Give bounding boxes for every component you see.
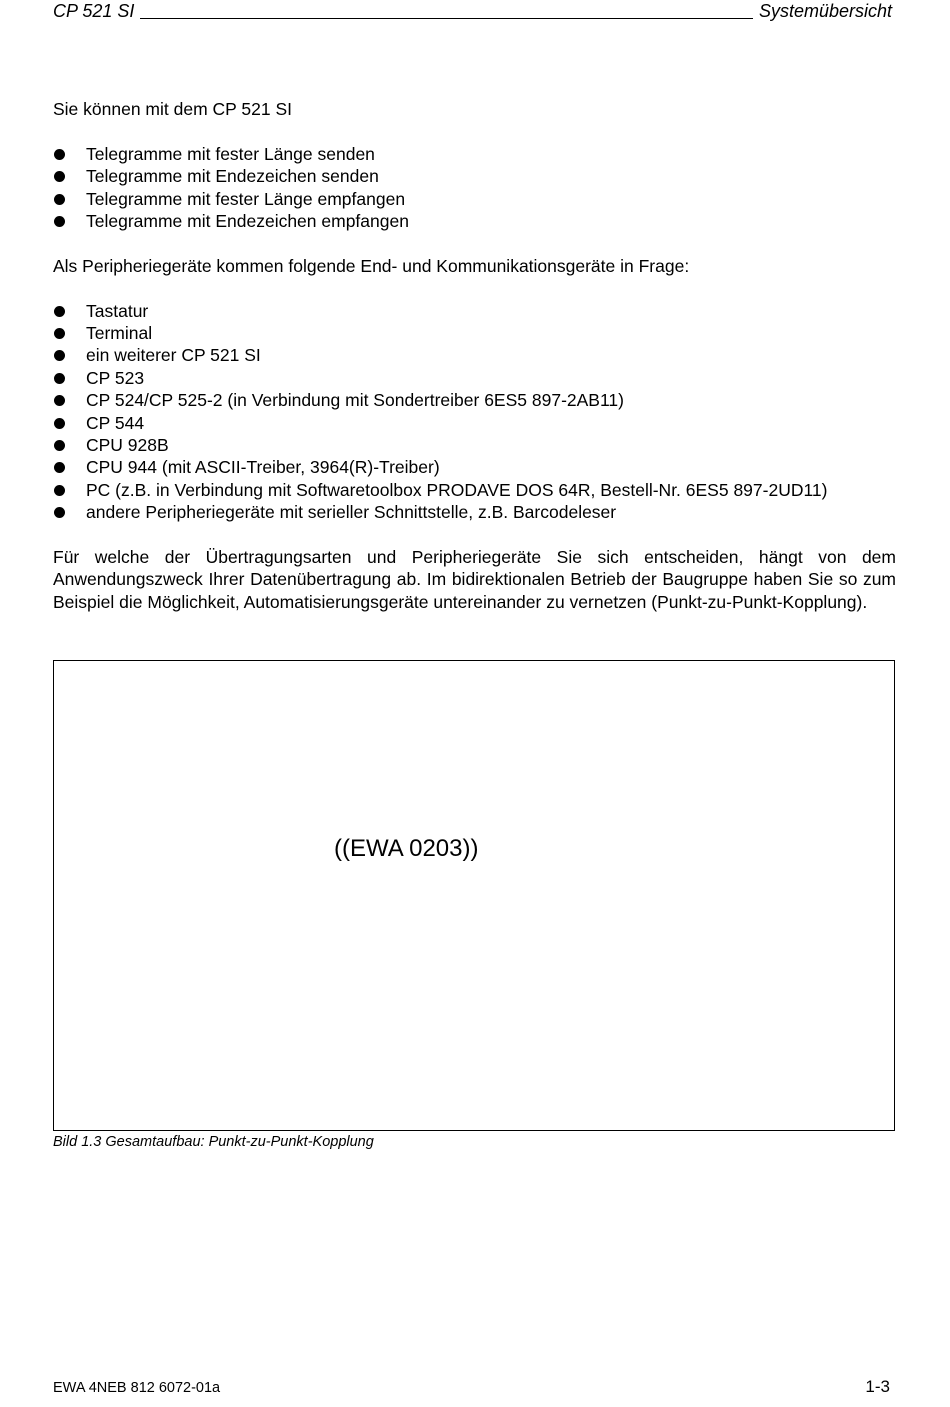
list-item: Telegramme mit Endezeichen empfangen (53, 210, 896, 232)
bullet-icon (54, 216, 65, 227)
list-item: andere Peripheriegeräte mit serieller Schnittstelle, z.B. Barcodeleser (53, 501, 896, 523)
list-item: Telegramme mit fester Länge empfangen (53, 188, 896, 210)
bullet-icon (54, 350, 65, 361)
header-right-title: Systemübersicht (758, 1, 892, 21)
list-item: ein weiterer CP 521 SI (53, 344, 896, 366)
header-left-title: CP 521 SI (53, 1, 135, 21)
list-item: Telegramme mit fester Länge senden (53, 143, 896, 165)
usage-paragraph: Für welche der Übertragungsarten und Peripheriegeräte Sie sich entscheiden, hängt von dem Anwendungszweck Ihrer Datenübertragung ab. Im bidirektionalen Betrieb der Baugruppe haben Sie so zum Beispiel die Möglichkeit, Automatisierungsgeräte untereinander zu vernetzen (Punkt-zu-Punkt-Kopplung). (53, 547, 896, 612)
bullet-icon (54, 440, 65, 451)
bullet-icon (54, 395, 65, 406)
list-item: Tastatur (53, 300, 896, 322)
list-item: Terminal (53, 322, 896, 344)
list-item: Telegramme mit Endezeichen senden (53, 165, 896, 187)
bullet-icon (54, 306, 65, 317)
bullet-icon (54, 462, 65, 473)
intro-paragraph: Sie können mit dem CP 521 SI (53, 99, 292, 119)
bullet-icon (54, 507, 65, 518)
bullet-icon (54, 373, 65, 384)
page-header (53, 0, 892, 22)
list-item: PC (z.B. in Verbindung mit Softwaretoolbox PRODAVE DOS 64R, Bestell-Nr. 6ES5 897-2UD11) (53, 479, 896, 501)
header-rule (140, 18, 753, 19)
bullet-icon (54, 485, 65, 496)
bullet-icon (54, 194, 65, 205)
figure-caption: Bild 1.3 Gesamtaufbau: Punkt-zu-Punkt-Kopplung (53, 1134, 374, 1150)
capabilities-list (53, 143, 896, 233)
figure-placeholder-label: ((EWA 0203)) (334, 835, 479, 862)
peripherals-list (53, 300, 896, 524)
bullet-icon (54, 149, 65, 160)
list-item: CPU 928B (53, 434, 896, 456)
bullet-icon (54, 328, 65, 339)
list-item: CP 524/CP 525-2 (in Verbindung mit Sondertreiber 6ES5 897-2AB11) (53, 389, 896, 411)
footer-page-number: 1-3 (865, 1377, 890, 1396)
list-item: CP 544 (53, 412, 896, 434)
main-content (53, 98, 896, 613)
bullet-icon (54, 418, 65, 429)
bullet-icon (54, 171, 65, 182)
figure-frame (53, 660, 895, 1131)
list-item: CPU 944 (mit ASCII-Treiber, 3964(R)-Treiber) (53, 456, 896, 478)
peripherals-intro-paragraph: Als Peripheriegeräte kommen folgende End- und Kommunikationsgeräte in Frage: (53, 255, 690, 276)
list-item: CP 523 (53, 367, 896, 389)
footer-document-id: EWA 4NEB 812 6072-01a (53, 1380, 221, 1396)
